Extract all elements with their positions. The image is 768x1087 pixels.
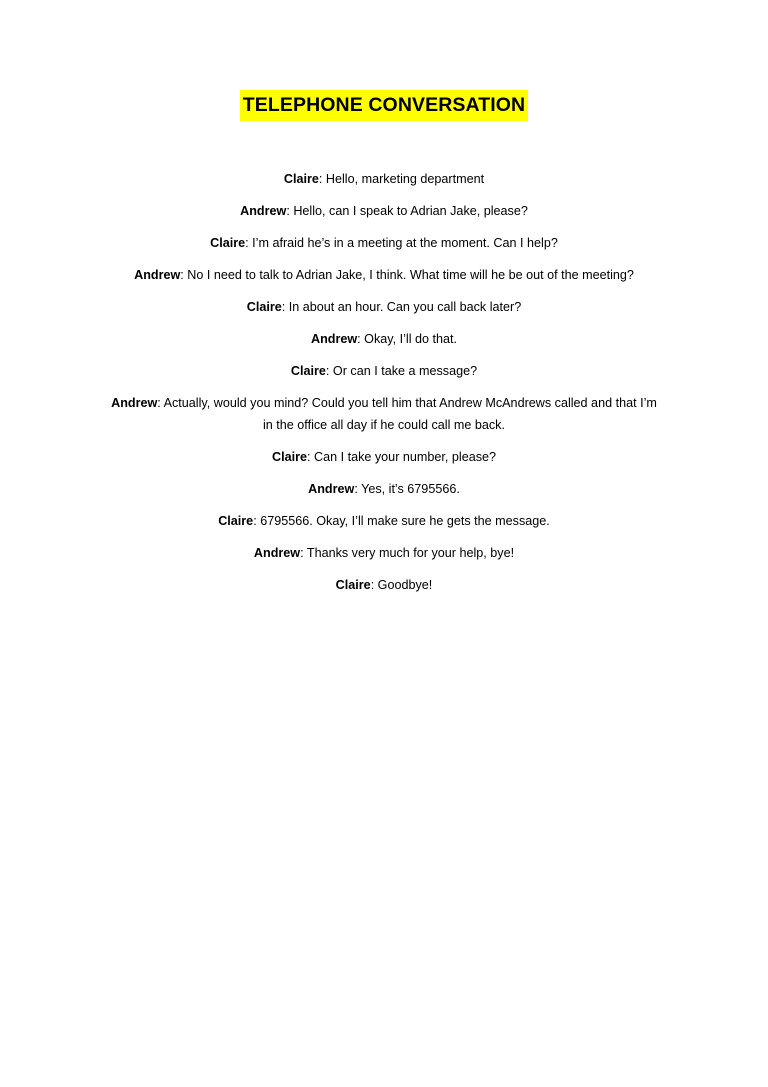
speaker-name: Claire xyxy=(218,514,254,528)
line-text: : Goodbye! xyxy=(370,578,433,592)
speaker-name: Andrew xyxy=(240,204,287,218)
speaker-name: Claire xyxy=(283,172,319,186)
line-text: : Or can I take a message? xyxy=(325,364,478,378)
speaker-name: Claire xyxy=(335,578,371,592)
line-text: : Yes, it’s 6795566. xyxy=(354,482,460,496)
dialogue-line xyxy=(106,392,662,436)
dialogue-line xyxy=(106,478,662,500)
line-text: : Actually, would you mind? Could you tell him that Andrew McAndrews called and that I’m in the office all day if he could call me back. xyxy=(157,396,657,432)
line-text: : Can I take your number, please? xyxy=(306,450,497,464)
speaker-name: Claire xyxy=(271,450,307,464)
dialogue-line xyxy=(106,542,662,564)
line-text: : 6795566. Okay, I’ll make sure he gets the message. xyxy=(253,514,550,528)
line-text: : No I need to talk to Adrian Jake, I think. What time will he be out of the meeting? xyxy=(180,268,634,282)
dialogue-line xyxy=(106,296,662,318)
dialogue-line xyxy=(106,232,662,254)
line-text: : Hello, can I speak to Adrian Jake, please? xyxy=(286,204,528,218)
speaker-name: Andrew xyxy=(310,332,358,346)
speaker-name: Claire xyxy=(290,364,326,378)
line-text: : In about an hour. Can you call back later? xyxy=(281,300,522,314)
speaker-name: Claire xyxy=(246,300,282,314)
dialogue xyxy=(106,168,662,606)
dialogue-line xyxy=(106,360,662,382)
dialogue-line xyxy=(106,168,662,190)
speaker-name: Andrew xyxy=(111,396,158,410)
speaker-name: Andrew xyxy=(308,482,355,496)
speaker-name: Claire xyxy=(210,236,246,250)
line-text: : Hello, marketing department xyxy=(318,172,485,186)
line-text: : I’m afraid he’s in a meeting at the moment. Can I help? xyxy=(245,236,558,250)
document-title: TELEPHONE CONVERSATION xyxy=(240,90,528,121)
dialogue-line xyxy=(106,574,662,596)
dialogue-line xyxy=(106,446,662,468)
line-text: : Okay, I’ll do that. xyxy=(357,332,458,346)
title-container xyxy=(0,90,768,121)
dialogue-line xyxy=(106,328,662,350)
dialogue-line xyxy=(106,264,662,286)
speaker-name: Andrew xyxy=(134,268,181,282)
speaker-name: Andrew xyxy=(253,546,301,560)
dialogue-line xyxy=(106,510,662,532)
line-text: : Thanks very much for your help, bye! xyxy=(300,546,515,560)
dialogue-line xyxy=(106,200,662,222)
